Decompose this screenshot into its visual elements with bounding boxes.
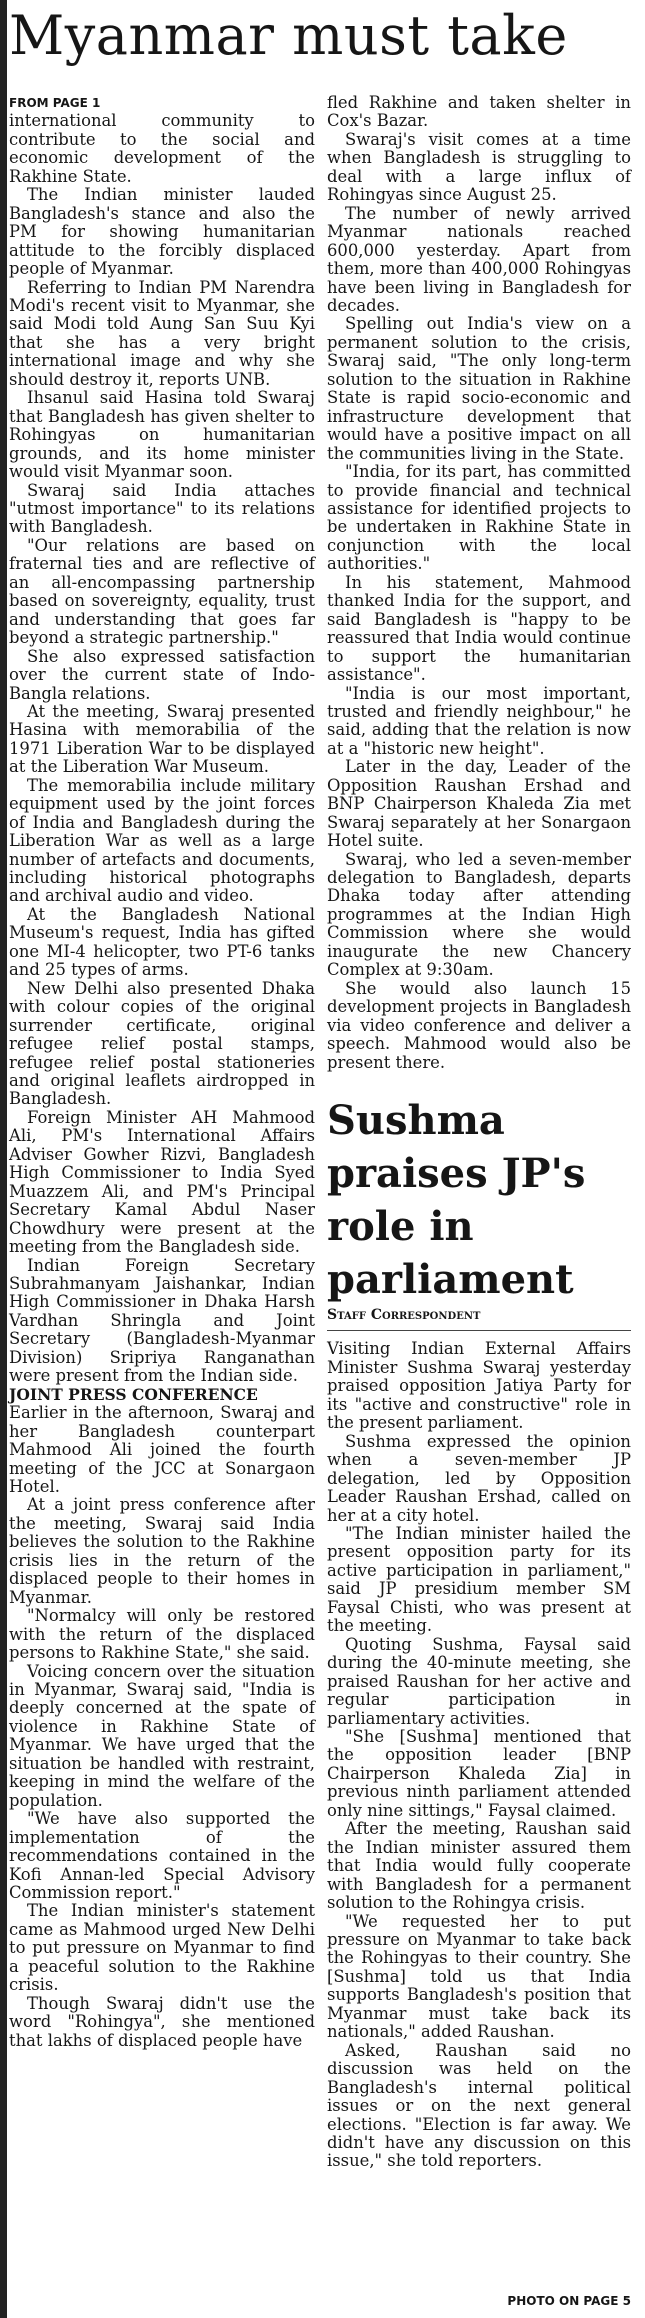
photo-reference: PHOTO ON PAGE 5 <box>507 2294 631 2308</box>
body-paragraph: Later in the day, Leader of the Opposition Raushan Ershad and BNP Chairperson Khaleda Zia met Swaraj separately at her Sonargaon Hotel suite. <box>327 757 631 851</box>
section-subhead: JOINT PRESS CONFERENCE <box>9 1384 258 1404</box>
body-paragraph: Swaraj, who led a seven-member delegation to Bangladesh, departs Dhaka today after attending programmes at the Indian High Commission where she would inaugurate the new Chancery Complex at 9:30am. <box>327 849 631 980</box>
body-paragraph: The memorabilia include military equipment used by the joint forces of India and Bangladesh during the Liberation War as well as a large number of artefacts and documents, including historical photographs and archival audio and video. <box>9 775 315 906</box>
body-paragraph: Indian Foreign Secretary Subrahmanyam Jaishankar, Indian High Commissioner in Dhaka Harsh Vardhan Shringla and Joint Secretary (Bangladesh-Myanmar Division) Sripriya Ranganathan were present from the Indian side. <box>9 1255 315 1386</box>
body-paragraph: Quoting Sushma, Faysal said during the 40-minute meeting, she praised Raushan for her active and regular participation in parliamentary activities. <box>327 1634 631 1728</box>
story2-headline: Sushma praises JP's role in parliament <box>327 1097 586 1304</box>
body-paragraph: The number of newly arrived Myanmar nationals reached 600,000 yesterday. Apart from them, more than 400,000 Rohingyas have been living in Bangladesh for decades. <box>327 203 631 315</box>
body-paragraph: "We requested her to put pressure on Myanmar to take back the Rohingyas to their country. She [Sushma] told us that India supports Bangladesh's position that Myanmar must take back its nationals," added Raushan. <box>327 1911 631 2042</box>
byline: Staff Correspondent <box>327 1306 631 1331</box>
body-paragraph: After the meeting, Raushan said the Indian minister assured them that India would fully cooperate with Bangladesh for a permanent solution to the Rohingya crisis. <box>327 1819 631 1913</box>
body-paragraph: "We have also supported the implementation of the recommendations contained in the Kofi Annan-led Special Advisory Commission report." <box>9 1809 315 1902</box>
column-rule <box>0 0 7 2318</box>
body-paragraph: Swaraj's visit comes at a time when Bangladesh is struggling to deal with a large influx of Rohingyas since August 25. <box>327 129 631 205</box>
body-paragraph: Earlier in the afternoon, Swaraj and her Bangladesh counterpart Mahmood Ali joined the fourth meeting of the JCC at Sonargaon Hotel. <box>9 1403 315 1496</box>
body-paragraph: fled Rakhine and taken shelter in Cox's Bazar. <box>327 93 631 131</box>
body-paragraph: "India is our most important, trusted and friendly neighbour," he said, adding that the relation is now at a "historic new height". <box>327 683 631 758</box>
body-paragraph: In his statement, Mahmood thanked India for the support, and said Bangladesh is "happy to be reassured that India would continue to support the humanitarian assistance". <box>327 572 631 685</box>
body-paragraph: Sushma expressed the opinion when a seven-member JP delegation, led by Opposition Leader Raushan Ershad, called on her at a city hotel. <box>327 1431 631 1525</box>
body-paragraph: "Our relations are based on fraternal ties and are reflective of an all-encompassing partnership based on sovereignty, equality, trust and understanding that goes far beyond a strategic partnership." <box>9 535 315 648</box>
body-paragraph: international community to contribute to the social and economic development of the Rakhine State. <box>9 111 315 186</box>
body-paragraph: She also expressed satisfaction over the current state of Indo-Bangla relations. <box>9 646 315 703</box>
body-paragraph: At the meeting, Swaraj presented Hasina with memorabilia of the 1971 Liberation War to be displayed at the Liberation War Museum. <box>9 701 315 777</box>
body-paragraph: At a joint press conference after the meeting, Swaraj said India believes the solution to the Rakhine crisis lies in the return of the displaced people to their homes in Myanmar. <box>9 1495 315 1607</box>
body-paragraph: Foreign Minister AH Mahmood Ali, PM's International Affairs Adviser Gowher Rizvi, Bangladesh High Commissioner to India Syed Muazzem Ali, and PM's Principal Secretary Kamal Abdul Naser Chowdhury were present at the meeting from the Bangladesh side. <box>9 1107 315 1257</box>
story-right-column <box>327 94 631 2171</box>
body-paragraph: She would also launch 15 development projects in Bangladesh via video conference and deliver a speech. Mahmood would also be present there. <box>327 978 631 1072</box>
body-paragraph: "She [Sushma] mentioned that the opposition leader [BNP Chairperson Khaleda Zia] in previous ninth parliament attended only nine sittings," Faysal claimed. <box>327 1726 631 1820</box>
body-paragraph: Spelling out India's view on a permanent solution to the crisis, Swaraj said, "The only long-term solution to the situation in Rakhine State is rapid socio-economic and infrastructure development that would have a positive impact on all the communities living in the State. <box>327 314 631 463</box>
body-paragraph: At the Bangladesh National Museum's request, India has gifted one MI-4 helicopter, two PT-6 tanks and 25 types of arms. <box>9 904 315 980</box>
body-paragraph: The Indian minister lauded Bangladesh's stance and also the PM for showing humanitarian attitude to the forcibly displaced people of Myanmar. <box>9 185 315 279</box>
body-paragraph: The Indian minister's statement came as Mahmood urged New Delhi to put pressure on Myanmar to find a peaceful solution to the Rakhine crisis. <box>9 1901 315 1995</box>
body-paragraph: Visiting Indian External Affairs Minister Sushma Swaraj yesterday praised opposition Jatiya Party for its "active and constructive" role in the present parliament. <box>327 1339 631 1433</box>
jump-kicker: FROM PAGE 1 <box>9 96 101 110</box>
body-paragraph: Swaraj said India attaches "utmost importance" to its relations with Bangladesh. <box>9 480 315 537</box>
story-separator <box>327 1072 631 1094</box>
page-headline: Myanmar must take <box>9 4 568 67</box>
body-paragraph: Though Swaraj didn't use the word "Rohingya", she mentioned that lakhs of displaced people have <box>9 1993 315 2050</box>
body-paragraph: "The Indian minister hailed the present opposition party for its active participation in parliament," said JP presidium member SM Faysal Chisti, who was present at the meeting. <box>327 1524 631 1636</box>
story-left-column <box>9 94 315 2050</box>
body-paragraph: "Normalcy will only be restored with the return of the displaced persons to Rakhine State," she said. <box>9 1606 315 1663</box>
body-paragraph: Referring to Indian PM Narendra Modi's recent visit to Myanmar, she said Modi told Aung San Suu Kyi that she has a very bright international image and why she should destroy it, reports UNB. <box>9 277 315 389</box>
body-paragraph: New Delhi also presented Dhaka with colour copies of the original surrender certificate, original refugee relief postal stamps, refugee relief postal stationeries and original leaflets airdropped in Bangladesh. <box>9 978 315 1109</box>
body-paragraph: Voicing concern over the situation in Myanmar, Swaraj said, "India is deeply concerned at the spate of violence in Rakhine State of Myanmar. We have urged that the situation be handled with restraint, keeping in mind the welfare of the population. <box>9 1661 315 1810</box>
body-paragraph: Asked, Raushan said no discussion was held on the Bangladesh's internal political issues or on the next general elections. "Election is far away. We didn't have any discussion on this issue," she told reporters. <box>327 2040 631 2171</box>
body-paragraph: "India, for its part, has committed to provide financial and technical assistance for identified projects to be undertaken in Rakhine State in conjunction with the local authorities." <box>327 462 631 574</box>
body-paragraph: Ihsanul said Hasina told Swaraj that Bangladesh has given shelter to Rohingyas on humanitarian grounds, and its home minister would visit Myanmar soon. <box>9 388 315 482</box>
